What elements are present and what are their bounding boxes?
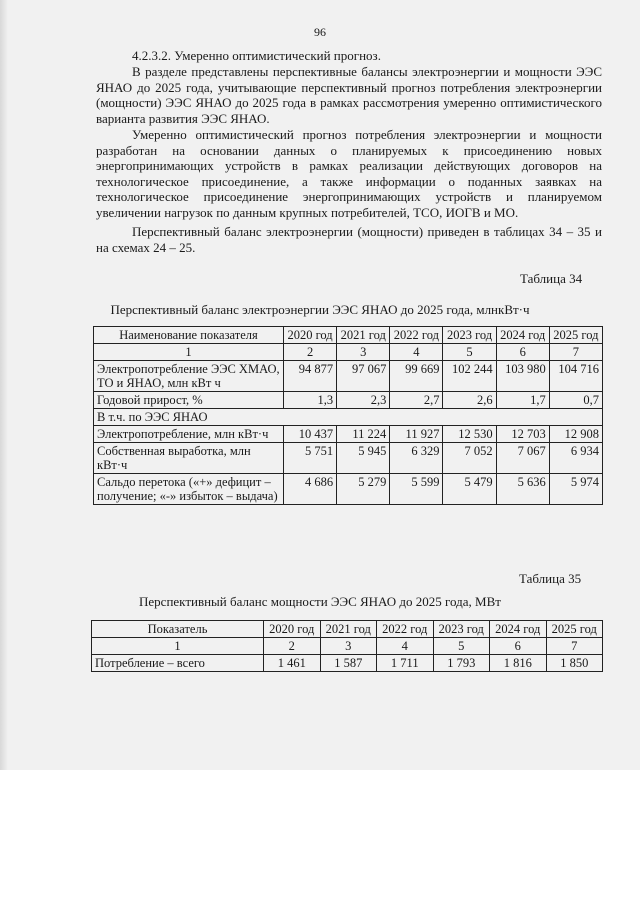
section-title: 4.2.3.2. Умеренно оптимистический прогноз. [132,48,381,63]
value-cell: 7 067 [496,443,549,474]
row-label-cell: Собственная выработка, млн кВт·ч [94,443,284,474]
number-cell: 6 [490,638,547,655]
table-header-row [94,327,603,344]
paragraph-3: Перспективный баланс электроэнергии (мощности) приведен в таблицах 34 – 35 и на схемах 24 – 25. [96,224,602,255]
table-35-label: Таблица 35 [519,571,582,586]
value-cell: 1 587 [320,655,377,672]
value-cell: 11 927 [390,426,443,443]
paragraph-1: В разделе представлены перспективные балансы электроэнергии и мощности ЭЭС ЯНАО до 2025 года, учитывающие перспективный прогноз потребления электроэнергии (мощности) ЭЭС ЯНАО до 2025 года в рамках рассмотрения умеренно оптимистического варианта развития ЭЭС ЯНАО. [96,64,602,126]
header-year-cell: 2025 год [546,621,603,638]
header-year-cell: 2023 год [433,621,490,638]
number-cell: 5 [433,638,490,655]
table-row [94,426,603,443]
subheader-cell: В т.ч. по ЭЭС ЯНАО [94,409,603,426]
value-cell: 2,7 [390,392,443,409]
table-34-caption: Перспективный баланс электроэнергии ЭЭС ЯНАО до 2025 года, млнкВт·ч [110,302,530,317]
value-cell: 1 850 [546,655,603,672]
header-year-cell: 2021 год [320,621,377,638]
number-cell: 2 [264,638,321,655]
value-cell: 1 461 [264,655,321,672]
value-cell: 5 636 [496,474,549,505]
value-cell: 1 793 [433,655,490,672]
value-cell: 1 711 [377,655,434,672]
header-year-cell: 2024 год [496,327,549,344]
row-label-cell: Электропотребление ЭЭС ХМАО, ТО и ЯНАО, млн кВт ч [94,361,284,392]
table-row [94,474,603,505]
number-cell: 3 [320,638,377,655]
value-cell: 10 437 [284,426,337,443]
header-year-cell: 2020 год [264,621,321,638]
value-cell: 5 945 [337,443,390,474]
number-cell: 2 [284,344,337,361]
table-row [94,361,603,392]
value-cell: 94 877 [284,361,337,392]
value-cell: 12 703 [496,426,549,443]
header-year-cell: 2020 год [284,327,337,344]
row-label-cell: Годовой прирост, % [94,392,284,409]
table-row [94,443,603,474]
value-cell: 103 980 [496,361,549,392]
value-cell: 11 224 [337,426,390,443]
value-cell: 6 934 [549,443,602,474]
table-header-row [92,621,603,638]
value-cell: 1,3 [284,392,337,409]
value-cell: 12 908 [549,426,602,443]
value-cell: 5 974 [549,474,602,505]
table-35-caption: Перспективный баланс мощности ЭЭС ЯНАО до 2025 года, МВт [139,594,501,609]
value-cell: 5 479 [443,474,496,505]
value-cell: 5 599 [390,474,443,505]
header-year-cell: 2025 год [549,327,602,344]
table-35 [91,620,603,672]
value-cell: 5 751 [284,443,337,474]
table-row [94,392,603,409]
value-cell: 99 669 [390,361,443,392]
number-cell: 4 [377,638,434,655]
number-cell: 4 [390,344,443,361]
number-cell: 5 [443,344,496,361]
header-name-cell: Наименование показателя [94,327,284,344]
value-cell: 2,6 [443,392,496,409]
header-name-cell: Показатель [92,621,264,638]
header-year-cell: 2024 год [490,621,547,638]
value-cell: 1 816 [490,655,547,672]
row-label-cell: Сальдо перетока («+» дефицит – получение; «-» избыток – выдача) [94,474,284,505]
row-label-cell: Потребление – всего [92,655,264,672]
number-cell: 1 [94,344,284,361]
number-cell: 7 [546,638,603,655]
value-cell: 6 329 [390,443,443,474]
value-cell: 12 530 [443,426,496,443]
header-year-cell: 2023 год [443,327,496,344]
value-cell: 1,7 [496,392,549,409]
number-cell: 6 [496,344,549,361]
value-cell: 7 052 [443,443,496,474]
value-cell: 97 067 [337,361,390,392]
value-cell: 104 716 [549,361,602,392]
table-34-label: Таблица 34 [520,271,583,286]
number-cell: 1 [92,638,264,655]
paragraph-2: Умеренно оптимистический прогноз потребления электроэнергии и мощности разработан на основании данных о планируемых к присоединению новых энергопринимающих устройств в рамках реализации действующих договоров на технологическое присоединение, а также информации о поданных заявках на технологическое присоединение энергопринимающих устройств и планируемом увеличении нагрузок по данным крупных потребителей, ТСО, ИОГВ и МО. [96,127,602,220]
value-cell: 2,3 [337,392,390,409]
value-cell: 102 244 [443,361,496,392]
number-cell: 7 [549,344,602,361]
page-number: 96 [314,25,326,39]
value-cell: 0,7 [549,392,602,409]
page-shadow-edge [0,0,8,770]
value-cell: 4 686 [284,474,337,505]
table-row [92,655,603,672]
header-year-cell: 2022 год [377,621,434,638]
table-34 [93,326,603,505]
row-label-cell: Электропотребление, млн кВт·ч [94,426,284,443]
numbering-row [94,344,603,361]
header-year-cell: 2022 год [390,327,443,344]
number-cell: 3 [337,344,390,361]
subheader-row [94,409,603,426]
numbering-row [92,638,603,655]
value-cell: 5 279 [337,474,390,505]
header-year-cell: 2021 год [337,327,390,344]
